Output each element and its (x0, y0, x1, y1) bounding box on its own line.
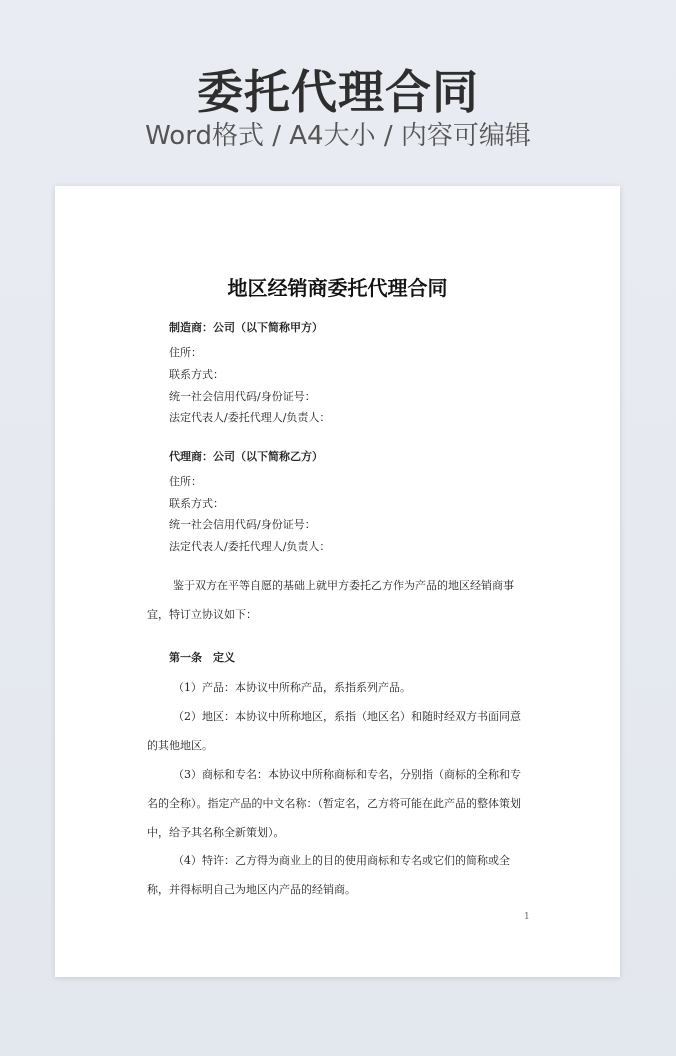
article-1-item: （1）产品：本协议中所称产品，系指系列产品。 (173, 681, 411, 694)
document-title: 地区经销商委托代理合同 (227, 276, 448, 300)
party-b-heading: 代理商：公司（以下简称乙方） (169, 450, 323, 463)
party-b-contact: 联系方式： (169, 497, 224, 510)
party-b-credit-code: 统一社会信用代码/身份证号： (169, 518, 316, 531)
party-a-heading: 制造商：公司（以下简称甲方） (169, 321, 323, 334)
article-1-item: （3）商标和专名：本协议中所称商标和专名，分别指（商标的全称和专名的全称）。指定产品的中文名称：（暂定名，乙方将可能在此产品的整体策划中，给予其名称全新策划）。 (147, 768, 521, 839)
party-b-address: 住所： (169, 475, 202, 488)
article-1-item: （4）特许：乙方得为商业上的目的使用商标和专名或它们的简称或全称，并得标明自己为地区内产品的经销商。 (147, 854, 510, 896)
article-1-heading: 第一条 定义 (169, 651, 235, 664)
party-a-representative: 法定代表人/委托代理人/负责人： (169, 411, 331, 424)
banner-subtitle: Word格式 / A4大小 / 内容可编辑 (145, 121, 531, 151)
page-number: 1 (524, 912, 530, 922)
banner-title: 委托代理合同 (197, 65, 479, 119)
document-page (55, 186, 620, 977)
article-1-item: （2）地区：本协议中所称地区，系指（地区名）和随时经双方书面同意的其他地区。 (147, 710, 521, 752)
party-b-representative: 法定代表人/委托代理人/负责人： (169, 540, 331, 553)
party-a-credit-code: 统一社会信用代码/身份证号： (169, 390, 316, 403)
preamble-paragraph: 鉴于双方在平等自愿的基础上就甲方委托乙方作为产品的地区经销商事宜，特订立协议如下： (147, 579, 514, 621)
party-a-address: 住所： (169, 346, 202, 359)
party-a-contact: 联系方式： (169, 368, 224, 381)
